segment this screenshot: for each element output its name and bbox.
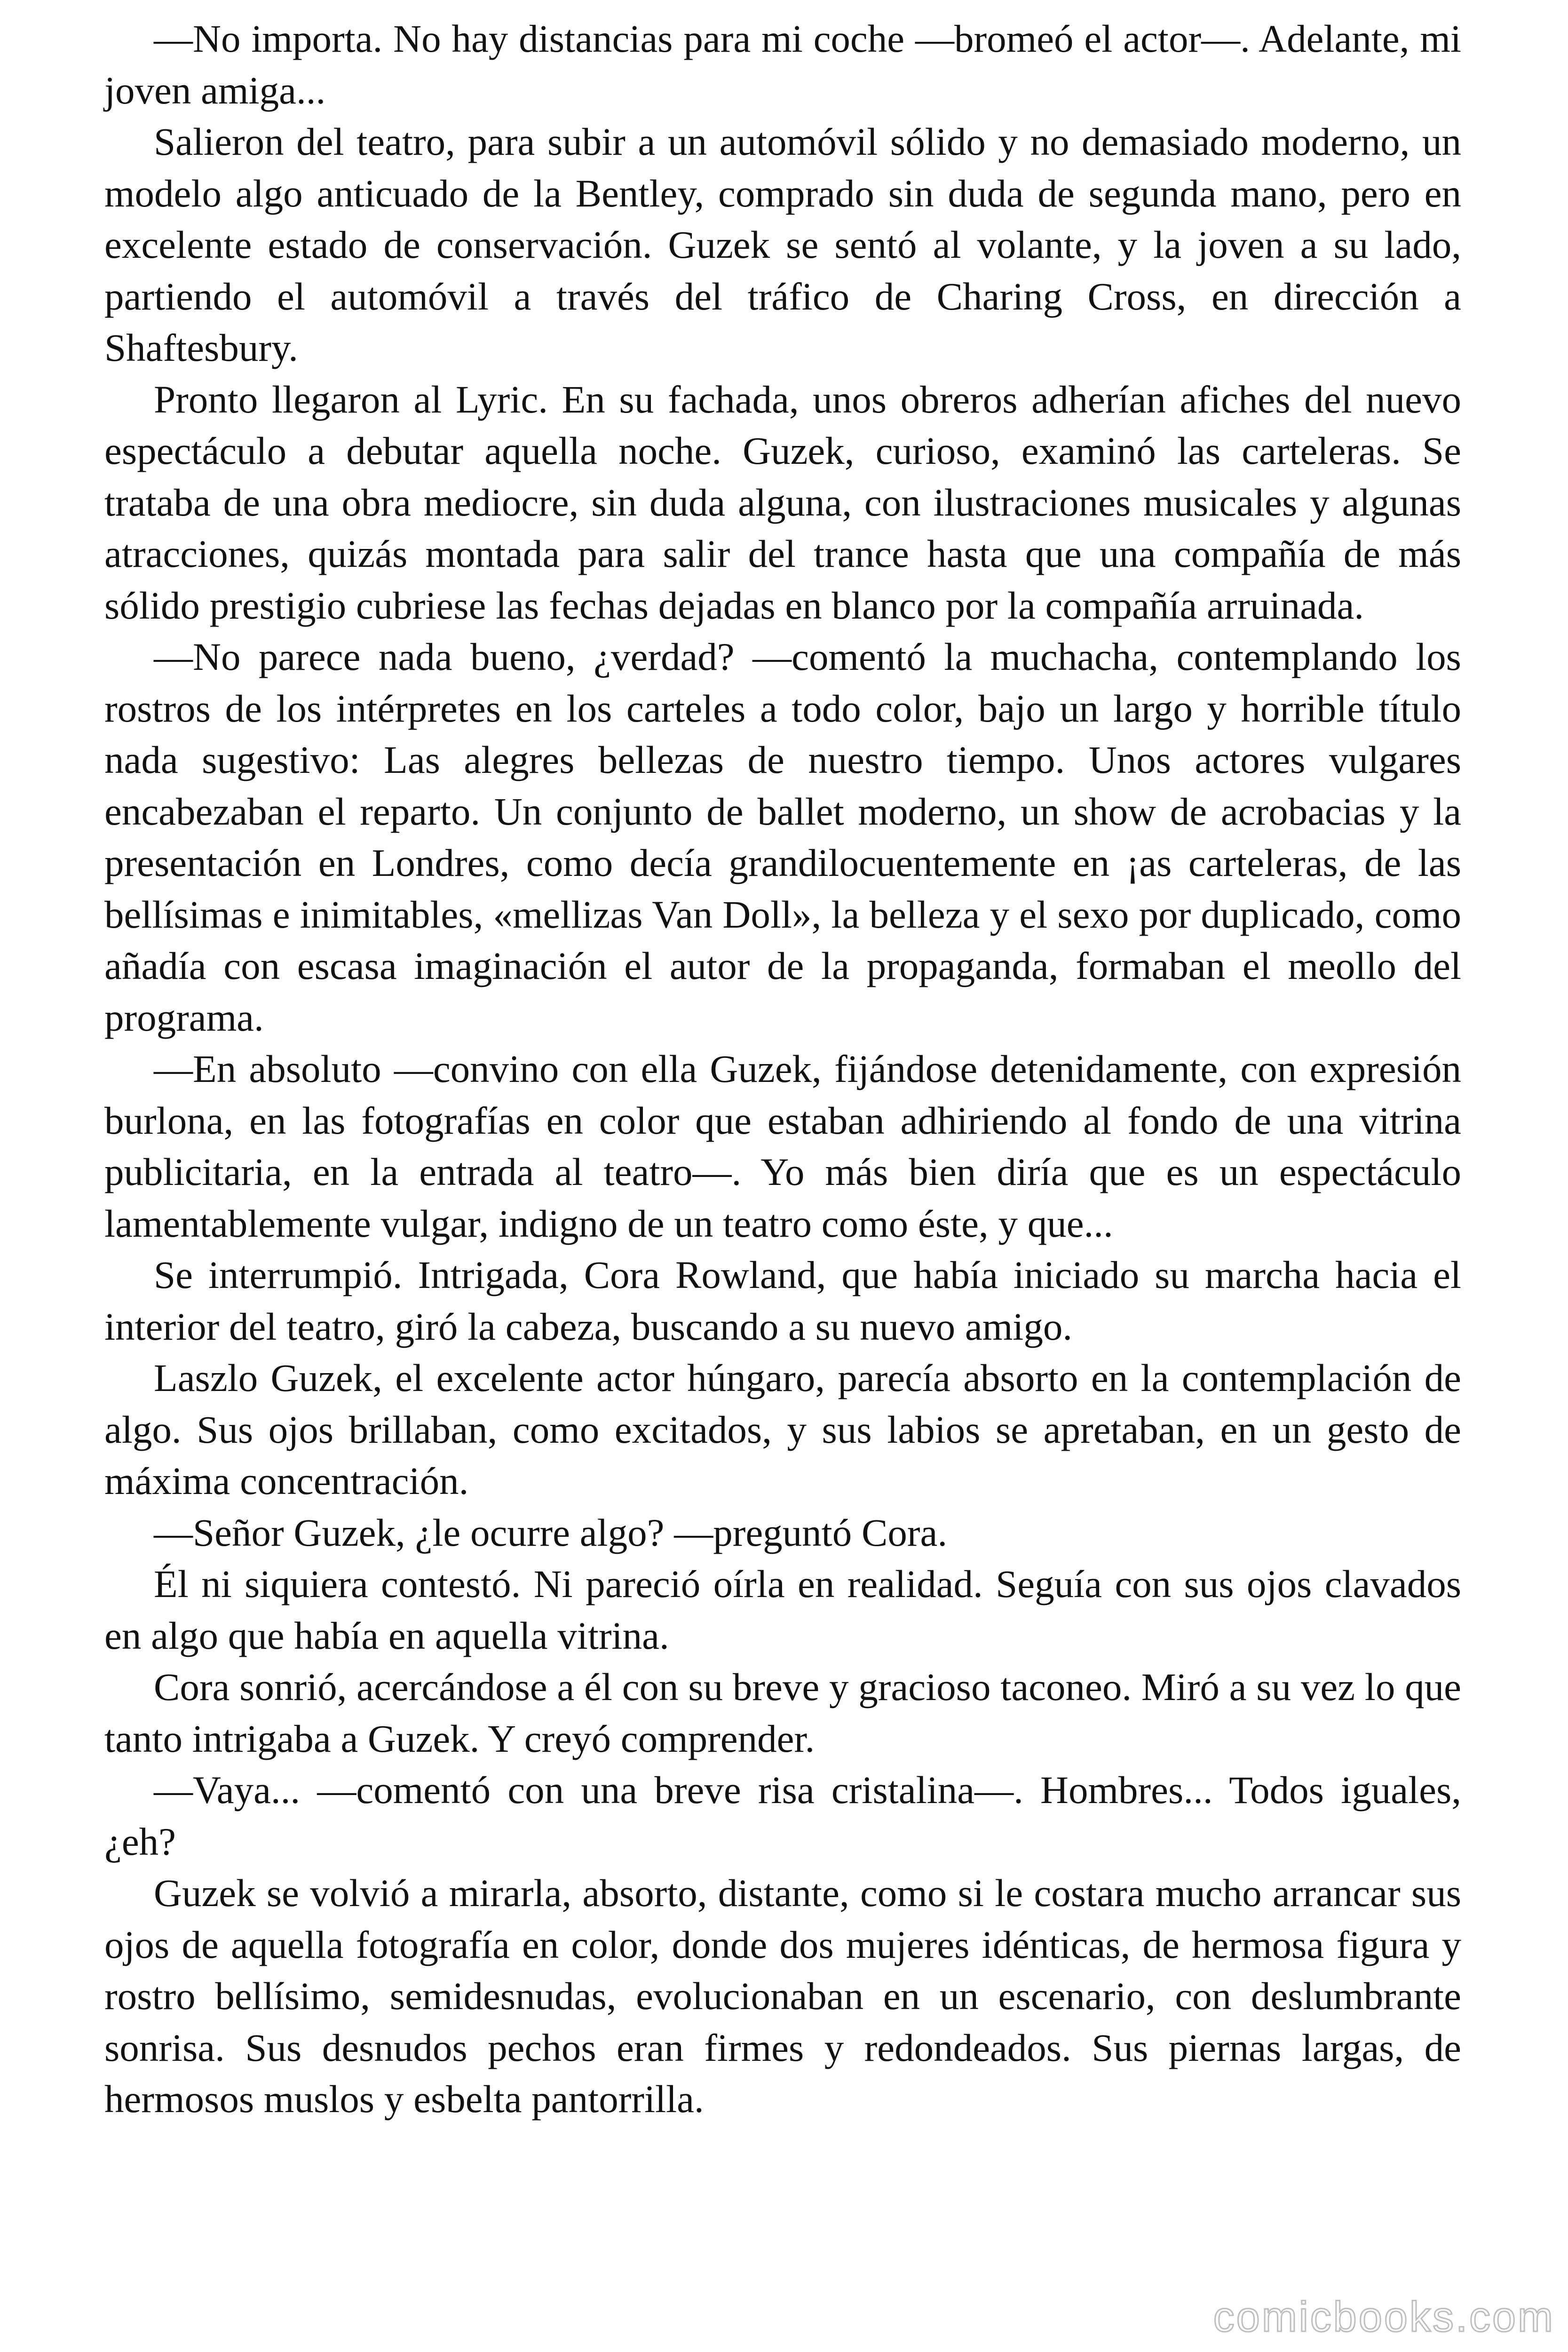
paragraph-8: —Señor Guzek, ¿le ocurre algo? —preguntó Cora. (154, 1510, 948, 1554)
watermark: comicbooks.com (1213, 2294, 1555, 2341)
paragraph-9: Él ni siquiera contestó. Ni pareció oírla en realidad. Seguía con sus ojos clavados en algo que había en aquella vitrina. (104, 1562, 1461, 1657)
paragraph-7: Laszlo Guzek, el excelente actor húngaro, parecía absorto en la contemplación de algo. Sus ojos brillaban, como excitados, y sus labios se apretaban, en un gesto de máxima concentración. (104, 1356, 1461, 1502)
paragraph-4: —No parece nada bueno, ¿verdad? —comentó la muchacha, contemplando los rostros de los intérpretes en los carteles a todo color, bajo un largo y horrible título nada sugestivo: Las alegres bellezas de nuestro tiempo. Unos actores vulgares encabezaban el reparto. Un conjunto de ballet moderno, un show de acrobacias y la presentación en Londres, como decía grandilocuentemente en ¡as carteleras, de las bellísimas e inimitables, «mellizas Van Doll», la belleza y el sexo por duplicado, como añadía con escasa imaginación el autor de la propaganda, formaban el meollo del programa. (104, 635, 1461, 1039)
paragraph-6: Se interrumpió. Intrigada, Cora Rowland, que había iniciado su marcha hacia el interior del teatro, giró la cabeza, buscando a su nuevo amigo. (104, 1253, 1461, 1348)
body-text (104, 13, 1461, 2125)
paragraph-5: —En absoluto —convino con ella Guzek, fijándose detenidamente, con expresión burlona, en las fotografías en color que estaban adhiriendo al fondo de una vitrina publicitaria, en la entrada al teatro—. Yo más bien diría que es un espectáculo lamentablemente vulgar, indigno de un teatro como éste, y que... (104, 1047, 1461, 1245)
paragraph-2: Salieron del teatro, para subir a un automóvil sólido y no demasiado moderno, un modelo algo anticuado de la Bentley, comprado sin duda de segunda mano, pero en excelente estado de conservación. Guzek se sentó al volante, y la joven a su lado, partiendo el automóvil a través del tráfico de Charing Cross, en dirección a Shaftesbury. (104, 120, 1461, 369)
paragraph-11: —Vaya... —comentó con una breve risa cristalina—. Hombres... Todos iguales, ¿eh? (104, 1768, 1461, 1863)
paragraph-10: Cora sonrió, acercándose a él con su breve y gracioso taconeo. Miró a su vez lo que tanto intrigaba a Guzek. Y creyó comprender. (104, 1665, 1461, 1760)
paragraph-3: Pronto llegaron al Lyric. En su fachada, unos obreros adherían afiches del nuevo espectáculo a debutar aquella noche. Guzek, curioso, examinó las carteleras. Se trataba de una obra mediocre, sin duda alguna, con ilustraciones musicales y algunas atracciones, quizás montada para salir del trance hasta que una compañía de más sólido prestigio cubriese las fechas dejadas en blanco por la compañía arruinada. (104, 377, 1461, 627)
paragraph-12: Guzek se volvió a mirarla, absorto, distante, como si le costara mucho arrancar sus ojos de aquella fotografía en color, donde dos mujeres idénticas, de hermosa figura y rostro bellísimo, semidesnudas, evolucionaban en un escenario, con deslumbrante sonrisa. Sus desnudos pechos eran firmes y redondeados. Sus piernas largas, de hermosos muslos y esbelta pantorrilla. (104, 1871, 1461, 2121)
paragraph-1: —No importa. No hay distancias para mi coche —bromeó el actor—. Adelante, mi joven amiga... (104, 17, 1461, 112)
